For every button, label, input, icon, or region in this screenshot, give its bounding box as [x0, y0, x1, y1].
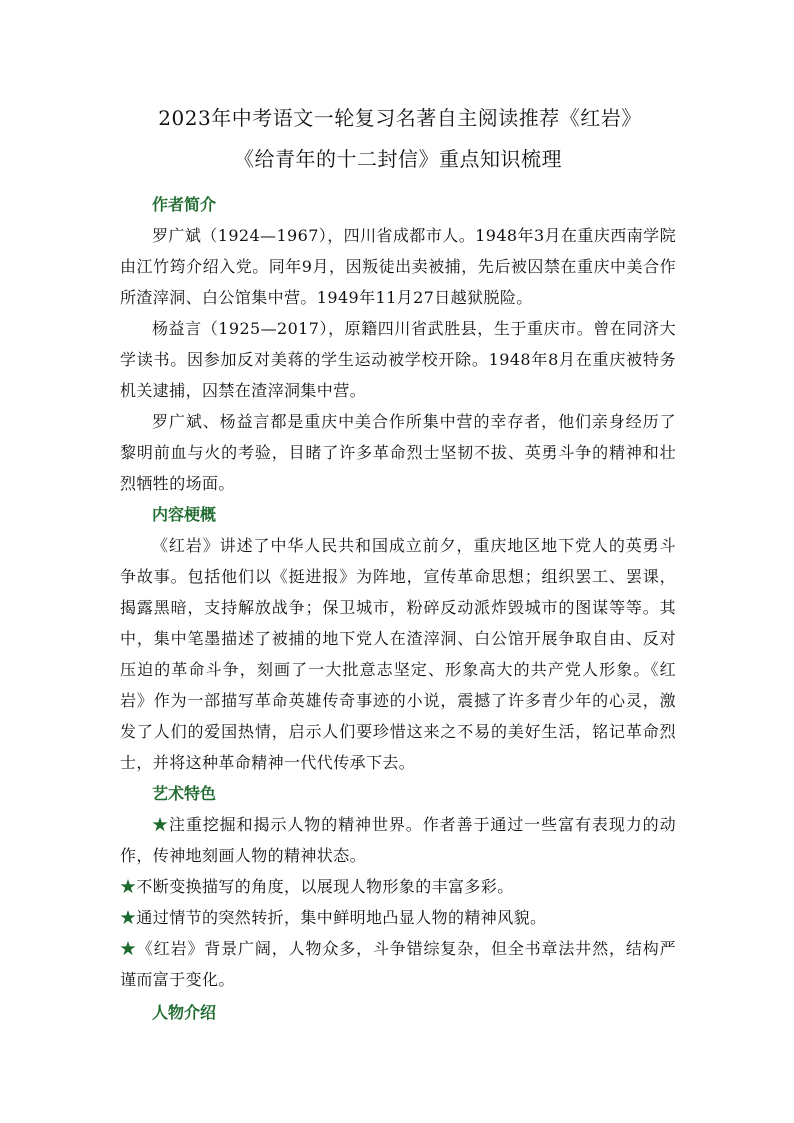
star-icon: ★ [120, 877, 137, 896]
author-paragraph-2: 杨益言（1925—2017），原籍四川省武胜县，生于重庆市。曾在同济大学读书。因参加反对美蒋的学生运动被学校开除。1948年8月在重庆被特务机关逮捕，囚禁在渣滓洞集中营。 [120, 319, 676, 400]
document-page [120, 98, 676, 1028]
author-paragraph-1: 罗广斌（1924—1967），四川省成都市人。1948年3月在重庆西南学院由江竹筠介绍入党。同年9月，因叛徒出卖被捕，先后被囚禁在重庆中美合作所渣滓洞、白公馆集中营。1949年11月27日越狱脱险。 [120, 226, 676, 307]
summary-paragraph-1: 《红岩》讲述了中华人民共和国成立前夕，重庆地区地下党人的英勇斗争故事。包括他们以《挺进报》为阵地，宣传革命思想；组织罢工、罢课，揭露黑暗，支持解放战争；保卫城市，粉碎反动派炸毁城市的图谋等等。其中，集中笔墨描述了被捕的地下党人在渣滓洞、白公馆开展争取自由、反对压迫的革命斗争，刻画了一大批意志坚定、形象高大的共产党人形象。《红岩》作为一部描写革命英雄传奇事迹的小说，震撼了许多青少年的心灵，激发了人们的爱国热情，启示人们要珍惜这来之不易的美好生活，铭记革命烈士，并将这种革命精神一代代传承下去。 [120, 536, 676, 772]
art-bullet-4 [120, 933, 676, 995]
star-icon: ★ [152, 815, 169, 834]
art-bullet-text: 《红岩》背景广阔，人物众多，斗争错综复杂，但全书章法井然，结构严谨而富于变化。 [120, 939, 676, 989]
art-bullet-text: 不断变换描写的角度，以展现人物形象的丰富多彩。 [136, 877, 514, 896]
document-content [120, 189, 676, 1028]
art-bullet-3 [120, 902, 676, 933]
author-paragraph-3: 罗广斌、杨益言都是重庆中美合作所集中营的幸存者，他们亲身经历了黎明前血与火的考验，目睹了许多革命烈士坚韧不拔、英勇斗争的精神和壮烈牺牲的场面。 [120, 412, 676, 493]
art-bullet-text: 注重挖掘和揭示人物的精神世界。作者善于通过一些富有表现力的动作，传神地刻画人物的精神状态。 [120, 815, 676, 865]
section-heading-characters: 人物介绍 [152, 1003, 217, 1022]
star-icon: ★ [120, 908, 137, 927]
section-heading-summary: 内容梗概 [152, 505, 217, 524]
art-bullet-text: 通过情节的突然转折，集中鲜明地凸显人物的精神风貌。 [136, 908, 547, 927]
section-heading-art: 艺术特色 [152, 784, 217, 803]
document-title-line-1: 2023年中考语文一轮复习名著自主阅读推荐《红岩》 [158, 106, 642, 130]
art-bullet-2 [120, 871, 676, 902]
section-heading-author: 作者简介 [152, 195, 217, 214]
art-bullet-1 [120, 809, 676, 871]
star-icon: ★ [120, 939, 137, 958]
document-title-line-2: 《给青年的十二封信》重点知识梳理 [234, 147, 562, 171]
